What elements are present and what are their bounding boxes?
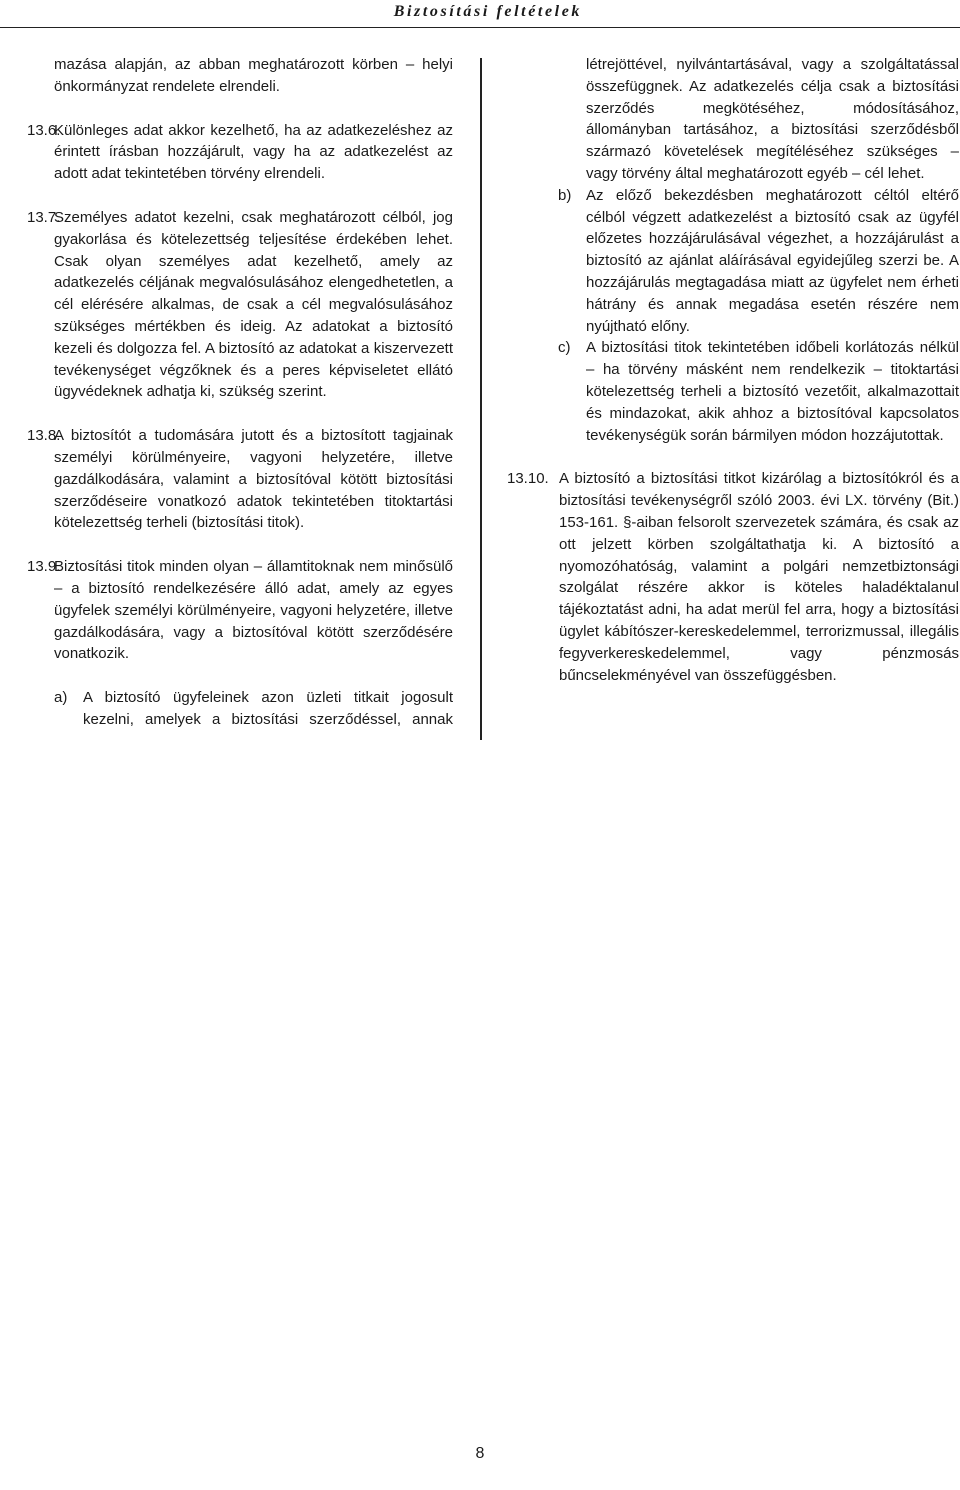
page-header [0, 0, 960, 28]
left-column [27, 54, 453, 731]
list-item-label: a) [54, 689, 68, 707]
section-number: 13.10. [507, 470, 549, 488]
list-item-text: Az előző bekezdésben meghatározott céltól eltérő célból végzett adatkezelést a biztosító csak az ügyfél előzetes hozzájárulásával végezhet, a hozzájárulást a biztosító az ajánlat aláírásával egyidejűleg szerzi be. A hozzájárulás megtagadása miatt az ügyfelet nem érheti hátrány és annak megadása esetén részére nem nyújtható előny. [586, 186, 959, 335]
section-text: A biztosítót a tudomására jutott és a biztosított tagjainak személyi körülményeire, vagyoni helyzetére, illetve gazdálkodására, valamint a biztosítóval kötött biztosítási szerződéseire vonatkozó adatok tekintetében titoktartási kötelezettség terheli (biztosítási titok). [54, 427, 453, 532]
intro-text: mazása alapján, az abban meghatározott körben – helyi önkormányzat rendelete elrendeli. [54, 56, 453, 95]
header-title: Biztosítási feltételek [393, 3, 582, 20]
intro-paragraph [27, 54, 453, 98]
section-13-8 [27, 425, 453, 534]
section-13-6 [27, 120, 453, 185]
list-item-b [507, 185, 959, 338]
section-text: A biztosító a biztosítási titkot kizárólag a biztosítókról és a biztosítási tevékenységről szóló 2003. évi LX. törvény (Bit.) 153-161. §-aiban felsorolt szervezetek számára, és csak az ott jelzett körben szolgáltathatja ki. A biztosító a nyomozóhatóság, valamint a polgári nemzetbiztonsági szolgálat részére akkor is köteles haladéktalanul tájékoztatást adni, ha adat merül fel arra, hogy a biztosítási ügylet kábítószer-kereskedelemmel, terrorizmussal, illegális fegyverkereskedelemmel, vagy pénzmosás bűncselekményével van összefüggésben. [559, 470, 959, 684]
section-13-10 [507, 468, 959, 686]
section-number: 13.6. [27, 121, 61, 139]
list-item-a-continuation [507, 54, 959, 185]
list-item-text: A biztosító ügyfeleinek azon üzleti titkait jogosult kezelni, amelyek a biztosítási szerződéssel, annak [83, 689, 453, 728]
section-text: Különleges adat akkor kezelhető, ha az adatkezeléshez az érintett írásban hozzájárult, vagy ha az adatkezelést az adott adat tekintetében törvény elrendeli. [54, 121, 453, 183]
list-item-text: létrejöttével, nyilvántartásával, vagy a szolgáltatással összefüggnek. Az adatkezelés célja csak a biztosítási szerződés megkötéséhez, módosításához, állományban tartásához, a biztosítási szerződésből származó követelések megítéléséhez szükséges – vagy törvény által meghatározott egyéb – cél lehet. [586, 56, 959, 182]
right-column [507, 54, 959, 686]
section-13-9 [27, 556, 453, 665]
section-text: Személyes adatot kezelni, csak meghatározott célból, jog gyakorlása és kötelezettség teljesítése érdekében lehet. Csak olyan személyes adat kezelhető, amely az adatkezelés céljának megvalósulásához elengedhetetlen, a cél elérésére alkalmas, de csak a cél megvalósulásához szükséges mértékben és ideig. Az adatokat a biztosító kezeli és dolgozza fel. A biztosító az adatokat a kiszervezett tevékenységet végzőknek és a peres képviseletet ellátó ügyvédeknek adhatja ki, szükség szerint. [54, 208, 453, 401]
section-number: 13.9. [27, 558, 61, 576]
list-item-label: c) [558, 339, 571, 357]
section-number: 13.8. [27, 427, 61, 445]
list-item-label: b) [558, 186, 572, 204]
list-item-text: A biztosítási titok tekintetében időbeli korlátozás nélkül – ha törvény másként nem rendelkezik – titoktartási kötelezettség terheli a biztosító vezetőit, alkalmazottait és mindazokat, akik ahhoz a biztosítóval kapcsolatos tevékenységük során bármilyen módon hozzájutottak. [586, 339, 959, 444]
column-divider [480, 58, 482, 740]
list-item-a [27, 687, 453, 731]
section-number: 13.7. [27, 208, 61, 226]
list-item-c [507, 337, 959, 446]
page-number: 8 [475, 1445, 485, 1462]
section-13-7 [27, 207, 453, 403]
section-text: Biztosítási titok minden olyan – államtitoknak nem minősülő – a biztosító rendelkezésére álló adat, amely az egyes ügyfelek személyi körülményeire, vagyoni helyzetére, illetve gazdálkodására, vagy a biztosítóval kötött szerződésére vonatkozik. [54, 558, 453, 663]
